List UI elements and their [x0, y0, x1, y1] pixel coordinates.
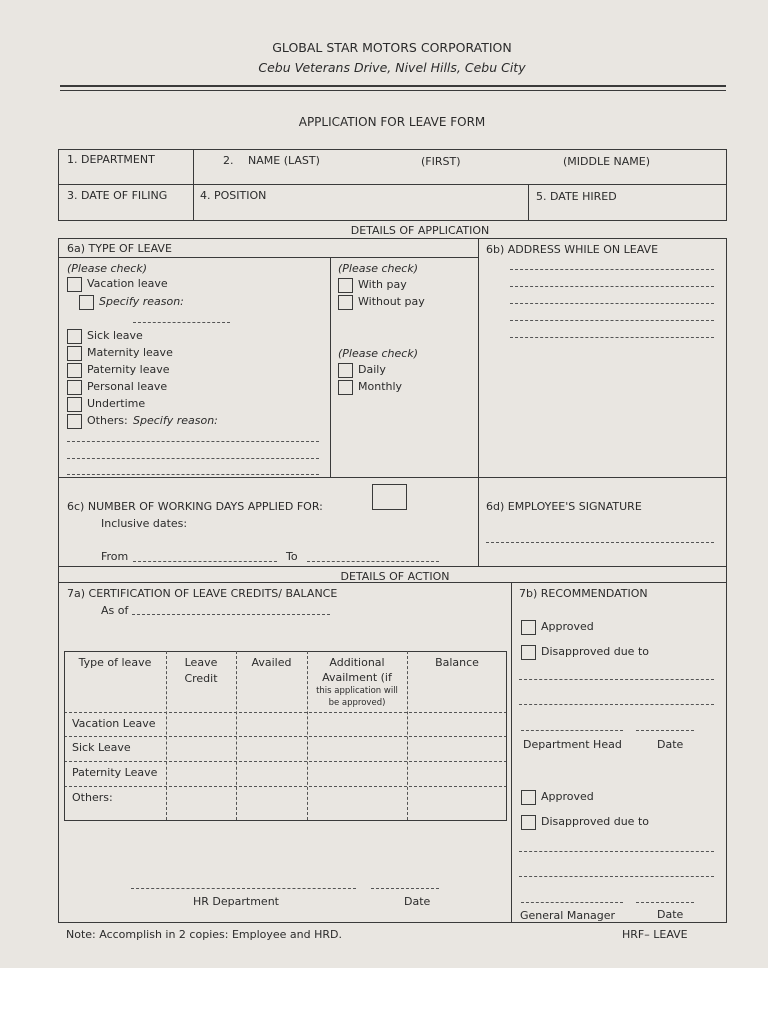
others-line-1[interactable] — [67, 441, 319, 442]
position-label: 4. POSITION — [200, 189, 267, 202]
department-head-label: Department Head — [523, 738, 622, 751]
type-of-leave-label: 6a) TYPE OF LEAVE — [67, 242, 172, 255]
daily-checkbox[interactable] — [338, 363, 353, 378]
address-line-5[interactable] — [510, 337, 714, 338]
gm-date-line[interactable] — [636, 902, 694, 903]
personal-leave-checkbox[interactable] — [67, 380, 82, 395]
from-line[interactable] — [133, 561, 277, 562]
section-top — [58, 238, 727, 239]
address-line-1[interactable] — [510, 269, 714, 270]
gm-reason-line-1[interactable] — [519, 851, 714, 852]
sick-leave-checkbox[interactable] — [67, 329, 82, 344]
maternity-leave-checkbox[interactable] — [67, 346, 82, 361]
top-box-top — [58, 149, 727, 150]
others-specify-label: Specify reason: — [133, 414, 218, 427]
dh-date-line[interactable] — [636, 730, 694, 731]
please-check-label: (Please check) — [67, 262, 147, 275]
without-pay-label: Without pay — [358, 295, 425, 308]
col-additional-header-3: this application will — [316, 686, 398, 696]
company-address: Cebu Veterans Drive, Nivel Hills, Cebu City — [258, 60, 526, 75]
name-first-label: (FIRST) — [421, 155, 461, 168]
others-checkbox[interactable] — [67, 414, 82, 429]
credits-table-right — [506, 651, 507, 820]
inclusive-dates-label: Inclusive dates: — [101, 517, 188, 530]
vacation-leave-checkbox[interactable] — [67, 277, 82, 292]
credits-col-line-2 — [236, 651, 237, 820]
paternity-leave-label: Paternity leave — [87, 363, 170, 376]
col-availed-header: Availed — [251, 656, 292, 669]
row-vacation-leave: Vacation Leave — [72, 717, 156, 730]
vacation-leave-label: Vacation leave — [87, 277, 168, 290]
frame-left — [58, 238, 59, 922]
credits-row-line-2 — [64, 761, 507, 762]
dh-reason-line-1[interactable] — [519, 679, 714, 680]
dh-disapproved-checkbox[interactable] — [521, 645, 536, 660]
row-paternity-leave: Paternity Leave — [72, 766, 158, 779]
frame-bottom — [58, 922, 727, 923]
row-others: Others: — [72, 791, 113, 804]
monthly-label: Monthly — [358, 380, 403, 393]
specify-reason-checkbox[interactable] — [79, 295, 94, 310]
gm-disapproved-checkbox[interactable] — [521, 815, 536, 830]
address-line-3[interactable] — [510, 303, 714, 304]
col-credit-header-1: Leave — [184, 656, 218, 669]
working-days-box[interactable] — [372, 484, 407, 510]
address-on-leave-label: 6b) ADDRESS WHILE ON LEAVE — [486, 243, 659, 256]
daily-label: Daily — [358, 363, 386, 376]
specify-reason-label: Specify reason: — [99, 295, 184, 308]
hr-date-line[interactable] — [371, 888, 439, 889]
dh-signature-line[interactable] — [521, 730, 623, 731]
others-label: Others: — [87, 414, 128, 427]
gm-approved-label: Approved — [541, 790, 594, 803]
credits-row-line-3 — [64, 786, 507, 787]
signature-label: 6d) EMPLOYEE'S SIGNATURE — [486, 500, 642, 513]
col-additional-header-2: Availment (if — [322, 671, 392, 684]
date-hired-label: 5. DATE HIRED — [536, 190, 617, 203]
details-action-heading: DETAILS OF ACTION — [340, 570, 450, 583]
undertime-label: Undertime — [87, 397, 146, 410]
details-application-heading: DETAILS OF APPLICATION — [350, 224, 490, 237]
gm-signature-line[interactable] — [521, 902, 623, 903]
hr-department-label: HR Department — [193, 895, 279, 908]
top-box-bottom — [58, 220, 727, 221]
from-label: From — [101, 550, 129, 563]
action-divider — [511, 582, 512, 922]
monthly-checkbox[interactable] — [338, 380, 353, 395]
as-of-line[interactable] — [132, 614, 330, 615]
address-line-2[interactable] — [510, 286, 714, 287]
credits-table-left — [64, 651, 65, 820]
credits-table-top — [64, 651, 507, 652]
as-of-label: As of — [101, 604, 129, 617]
gm-approved-checkbox[interactable] — [521, 790, 536, 805]
gm-date-label: Date — [657, 908, 684, 921]
dh-disapproved-label: Disapproved due to — [541, 645, 649, 658]
company-name: GLOBAL STAR MOTORS CORPORATION — [272, 40, 512, 55]
with-pay-label: With pay — [358, 278, 407, 291]
form-code: HRF– LEAVE — [622, 928, 688, 941]
maternity-leave-label: Maternity leave — [87, 346, 173, 359]
undertime-checkbox[interactable] — [67, 397, 82, 412]
col-additional-header-1: Additional — [329, 656, 385, 669]
top-box-left — [58, 149, 59, 220]
working-days-label: 6c) NUMBER OF WORKING DAYS APPLIED FOR: — [67, 500, 323, 513]
col-credit-header-2: Credit — [184, 672, 218, 685]
sick-leave-label: Sick leave — [87, 329, 143, 342]
hr-date-label: Date — [404, 895, 431, 908]
frame-right — [726, 238, 727, 922]
credits-col-line-4 — [407, 651, 408, 820]
row-sick-leave: Sick Leave — [72, 741, 131, 754]
form-title: APPLICATION FOR LEAVE FORM — [298, 115, 486, 129]
date-filing-label: 3. DATE OF FILING — [67, 189, 168, 202]
name-last-label: NAME (LAST) — [248, 154, 320, 167]
others-line-3[interactable] — [67, 474, 319, 475]
type-leave-underline — [58, 257, 478, 258]
paternity-leave-checkbox[interactable] — [67, 363, 82, 378]
header-rule-thin — [60, 90, 726, 91]
credits-table-bottom — [64, 820, 507, 821]
action-heading-top — [58, 566, 727, 567]
name-middle-label: (MIDDLE NAME) — [563, 155, 651, 168]
signature-line[interactable] — [486, 542, 714, 543]
gm-reason-line-2[interactable] — [519, 876, 714, 877]
without-pay-checkbox[interactable] — [338, 295, 353, 310]
dh-approved-checkbox[interactable] — [521, 620, 536, 635]
gm-disapproved-label: Disapproved due to — [541, 815, 649, 828]
pay-please-check-label: (Please check) — [338, 262, 418, 275]
top-box-right — [726, 149, 727, 220]
footer-note: Note: Accomplish in 2 copies: Employee and HRD. — [66, 928, 342, 941]
with-pay-checkbox[interactable] — [338, 278, 353, 293]
name-number: 2. — [223, 154, 234, 167]
to-label: To — [286, 550, 298, 563]
specify-reason-line[interactable] — [133, 322, 230, 323]
credits-table-header-bottom — [64, 712, 507, 713]
col-type-header: Type of leave — [78, 656, 152, 669]
recommendation-label: 7b) RECOMMENDATION — [519, 587, 648, 600]
to-line[interactable] — [307, 561, 439, 562]
period-please-check-label: (Please check) — [338, 347, 418, 360]
general-manager-label: General Manager — [520, 909, 616, 922]
address-line-4[interactable] — [510, 320, 714, 321]
col-balance-header: Balance — [435, 656, 479, 669]
header-rule — [60, 85, 726, 87]
pay-divider — [330, 257, 331, 477]
dh-approved-label: Approved — [541, 620, 594, 633]
row-6c-top — [58, 477, 727, 478]
hr-signature-line[interactable] — [131, 888, 356, 889]
top-box-divider — [193, 149, 194, 220]
app-divider — [478, 238, 479, 566]
top-box-divider-2 — [528, 184, 529, 220]
department-label: 1. DEPARTMENT — [67, 153, 155, 166]
others-line-2[interactable] — [67, 458, 319, 459]
dh-date-label: Date — [657, 738, 684, 751]
dh-reason-line-2[interactable] — [519, 704, 714, 705]
credits-row-line-1 — [64, 736, 507, 737]
col-additional-header-4: be approved) — [328, 698, 386, 708]
certification-label: 7a) CERTIFICATION OF LEAVE CREDITS/ BALANCE — [67, 587, 338, 600]
personal-leave-label: Personal leave — [87, 380, 168, 393]
top-box-mid — [58, 184, 727, 185]
